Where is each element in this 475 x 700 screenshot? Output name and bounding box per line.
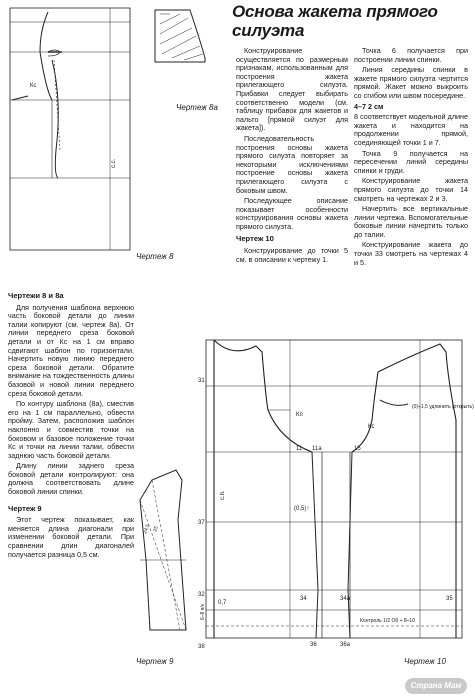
line-label: с.п. [220,490,226,500]
caption-drawing-8a: Чертеж 8а [176,103,218,112]
paragraph: 8 соответствует модельной длине жакета и находится на продолжении прямой, соединяющей точки 1 и 7. [354,112,468,147]
paragraph: По контуру шаблона (8а), сместив его на 1 см параллельно, обвести пройму. Затем, расположив шаблон наклонно и совместив точки на боковом и базовое положение точки Кс и точки на линии талии, обвести заднюю часть боковой детали. [8,399,134,460]
measure-label: 6–8 в/к [200,604,206,620]
paragraph: Точка 9 получается на пересечении линий середины спинки и груди. [354,148,468,175]
section-heading: Чертежи 8 и 8а [8,291,64,300]
section-heading: Чертеж 10 [236,234,274,244]
paragraph: Конструирование жакета прямого силуэта до точки 14 смотреть на чертежах 2 и 3. [354,176,468,203]
point-label: 34а [340,596,351,602]
point-label: Кс [368,424,375,430]
watermark: Страна Мам [405,678,467,694]
paragraph: Последовательность построения основы жакета прямого силуэта повторяет за некоторыми исключениями построение основы жакета прилегающего силуэта с боковым швом. [236,133,348,195]
paragraph: 4–7 2 см [354,101,384,111]
paragraph: Этот чертеж показывает, как меняется длина диагонали при изменении боковой детали. При сравнении длин диагоналей получается разница 0,5 см. [8,515,134,559]
caption-drawing-9: Чертеж 9 [136,657,174,666]
point-label: Кс [30,83,37,89]
drawing-8 [10,8,130,250]
point-label: 11 [296,446,303,452]
section-heading: Чертеж 9 [8,503,42,513]
caption-drawing-8: Чертеж 8 [136,252,174,261]
point-label: 38 [198,644,205,650]
point-label: 32 [198,592,205,598]
paragraph: Начертить все вертикальные линии чертежа. Вспомогательные боковые линии начертить только до талии. [354,204,468,239]
paragraph: Последующее описание показывает особенности конструирования основы жакета прямого силуэта. [236,196,348,231]
point-label: 35 [446,596,453,602]
caption-drawing-10: Чертеж 10 [404,657,446,666]
measure-label: 25 [152,525,160,533]
paragraph: Конструирование осуществляется по размерным признакам, использованным для построения жакета прилегающего силуэта. Прибавки следует выбирать соответственно модели (см. таблицу прибавок для жакетов и пальто [прямой силуэт для жакета]). [236,46,348,133]
point-label: Кп [296,412,303,418]
measure-label: 0,7 [218,600,227,606]
line-label: с.с. [111,158,117,168]
annotation: Контроль 1/2 Об + 8÷10 [360,618,415,624]
page-title: Основа жакета прямого силуэта [232,2,438,40]
point-label: 15 [354,446,361,452]
measure-label: 24,5 [142,523,152,535]
point-label: 37 [198,520,205,526]
paragraph: Конструирование до точки 5 см. в описании к чертежу 1. [236,246,348,264]
drawing-8a [155,10,205,62]
paragraph: Точка 6 получается при построении линии спинки. [354,46,468,64]
paragraph: Длину линии заднего среза боковой детали контролируют: она должна соответствовать длине боковой линии спинки. [8,461,134,497]
measure-label: (0,5)↑ [294,506,310,512]
point-label: 31 [198,378,205,384]
point-label: 36 [310,642,317,648]
point-label: 36а [340,642,351,648]
paragraph: Для получения шаблона верхнюю часть боковой детали до линии талии копируют (см. чертеж 8а). От линии переднего среза боковой детали и от Кс на 1 см вправо сдвигают шаблон по горизонтали. Начертить новую линию переднего среза боковой детали. Обратите внимание на тождественность длины базовой и новой линии переднего среза боковой детали. [8,302,134,398]
annotation: (0)÷1,5 удлинить (открыть) [412,404,474,410]
paragraph: Конструирование жакета до точки 33 смотреть на чертежах 4 и 5. [354,240,468,267]
point-label: 11а [312,446,322,452]
paragraph: Линия середины спинки в жакете прямого силуэта чертится прямой. Жакет можно выкроить со сгибом или швом посередине. [354,65,468,100]
drawing-9 [140,470,186,630]
drawing-10 [206,340,462,638]
point-label: 34 [300,596,307,602]
